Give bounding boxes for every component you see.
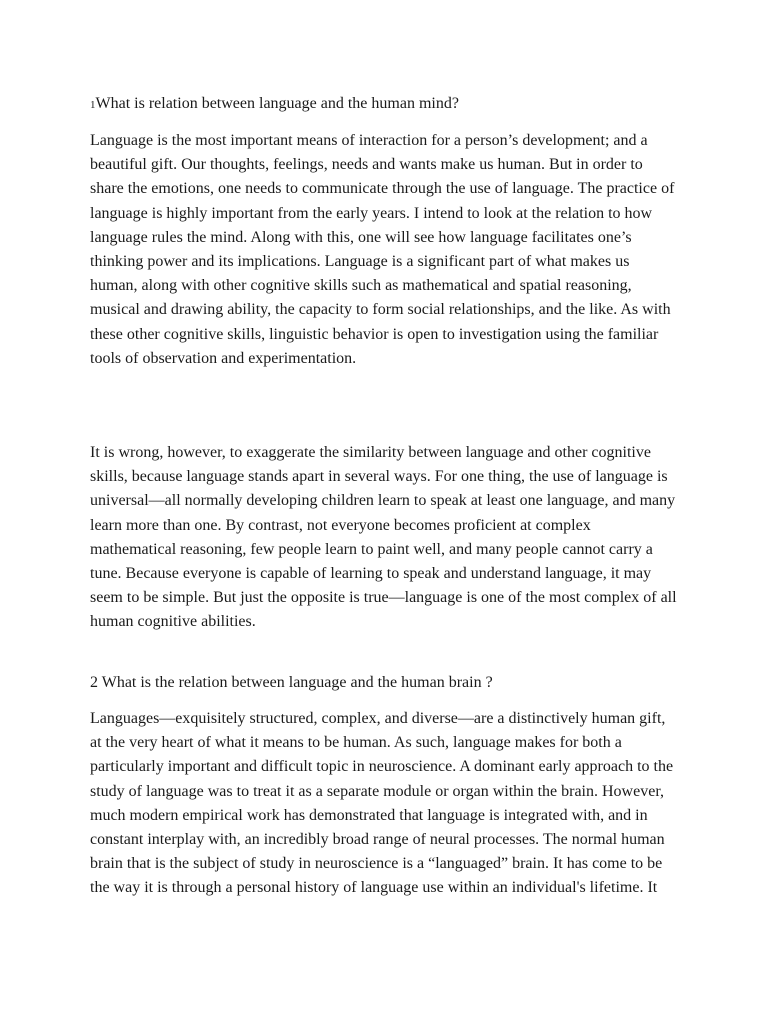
paragraph-1: Language is the most important means of interaction for a person’s development; and a beautiful gift. Our thoughts, feelings, needs and wants make us human. But in order to share the emotions, one needs to communicate through the use of language. The practice of language is highly important from the early years. I intend to look at the relation to how language rules the mind. Along with this, one will see how language facilitates one’s thinking power and its implications. Language is a significant part of what makes us human, along with other cognitive skills such as mathematical and spatial reasoning, musical and drawing ability, the capacity to form social relationships, and the like. As with these other cognitive skills, linguistic behavior is open to investigation using the familiar tools of observation and experimentation. (90, 132, 675, 367)
question-1-heading (90, 93, 680, 116)
question-1-text: What is relation between language and the human mind? (95, 95, 459, 112)
question-2-heading: 2 What is the relation between language and the human brain ? (90, 674, 493, 691)
paragraph-3: Languages—exquisitely structured, complex, and diverse—are a distinctively human gift, at the very heart of what it means to be human. As such, language makes for both a particularly important and difficult topic in neuroscience. A dominant early approach to the study of language was to treat it as a separate module or organ within the brain. However, much modern empirical work has demonstrated that language is integrated with, and in constant interplay with, an incredibly broad range of neural processes. The normal human brain that is the subject of study in neuroscience is a “languaged” brain. It has come to be the way it is through a personal history of language use within an individual's lifetime. It (90, 710, 674, 897)
question-1-number: 1 (90, 99, 96, 111)
paragraph-2: It is wrong, however, to exaggerate the similarity between language and other cognitive skills, because language stands apart in several ways. For one thing, the use of language is universal—all normally developing children learn to speak at least one language, and many learn more than one. By contrast, not everyone becomes proficient at complex mathematical reasoning, few people learn to paint well, and many people cannot carry a tune. Because everyone is capable of learning to speak and understand language, it may seem to be simple. But just the opposite is true—language is one of the most complex of all human cognitive abilities. (90, 444, 677, 631)
